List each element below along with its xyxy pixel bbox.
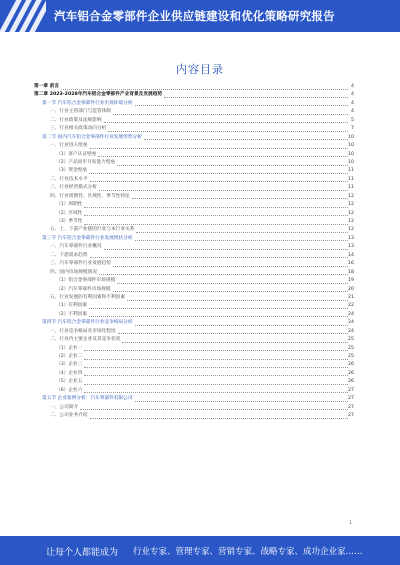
toc-entry-text: （2）汽车零部件市场规模 (56, 286, 111, 292)
toc-leader-dots (84, 392, 348, 393)
toc-entry[interactable] (34, 201, 354, 209)
toc-entry-text: 第二节 国内汽车铝合金零部件行业发展形势分析 (42, 134, 142, 140)
toc-entry[interactable] (34, 235, 354, 243)
toc-entry[interactable] (34, 302, 354, 310)
toc-entry-page: 18 (348, 269, 354, 275)
toc-entry-text: （3）季节性 (56, 219, 83, 224)
toc-entry-page: 20 (348, 286, 354, 292)
toc-entry[interactable] (34, 387, 354, 395)
toc-leader-dots (89, 173, 348, 174)
toc-entry-page: 27 (348, 404, 354, 410)
toc-entry[interactable] (34, 91, 354, 99)
toc-leader-dots (135, 240, 348, 241)
toc-entry-page: 4 (351, 109, 354, 115)
footer-slogan: 让每个人都能成为 (46, 548, 119, 558)
toc-entry-text: （6）企业六 (56, 387, 83, 393)
toc-leader-dots (84, 215, 348, 216)
toc-entry-page: 26 (348, 370, 354, 376)
toc-leader-dots (84, 375, 348, 376)
toc-entry-page: 26 (348, 362, 354, 368)
toc-entry-text: 二、行业政策及法规影响 (50, 117, 102, 123)
toc-entry-page: 25 (348, 345, 354, 351)
page-number: 1 (349, 521, 352, 526)
toc-entry-page: 13 (348, 235, 354, 241)
toc-entry-text: 二、行业内主要企业及其竞争状况 (50, 337, 121, 343)
toc-leader-dots (99, 190, 348, 191)
toc-entry[interactable] (34, 83, 354, 91)
toc-entry[interactable] (34, 269, 354, 277)
toc-entry-page: 12 (348, 193, 354, 199)
toc-entry-page: 19 (348, 278, 354, 284)
toc-entry-text: （1）周期性 (56, 202, 83, 208)
toc-entry-page: 11 (348, 185, 354, 191)
toc-heading: 内容目录 (176, 63, 224, 76)
toc-entry-text: 一、公司简介 (50, 404, 79, 410)
toc-entry-text: （1）有利因素 (56, 303, 88, 309)
toc-entry-page: 4 (351, 92, 354, 98)
toc-entry[interactable] (34, 277, 354, 285)
toc-entry-text: （3）企业三 (56, 362, 83, 368)
toc-leader-dots (104, 122, 348, 123)
toc-entry[interactable] (34, 370, 354, 378)
toc-entry-text: 三、行业相关政策动向分析 (50, 126, 107, 132)
toc-entry-text: 二、下游需求趋势 (50, 252, 88, 258)
toc-entry[interactable] (34, 286, 354, 294)
toc-entry-page: 27 (348, 413, 354, 419)
toc-entry[interactable] (34, 167, 354, 175)
toc-entry[interactable] (34, 395, 354, 403)
footer-tagline: 行业专家、管理专家、营销专家、战略专家、成功企业家…… (133, 547, 363, 557)
toc-entry-page: 11 (348, 168, 354, 174)
toc-entry-page: 14 (348, 252, 354, 258)
toc-leader-dots (113, 114, 348, 115)
toc-entry[interactable] (34, 218, 354, 226)
toc-entry-text: （1）企业一 (56, 345, 83, 351)
toc-leader-dots (84, 207, 348, 208)
toc-entry-page: 24 (348, 311, 354, 317)
toc-entry[interactable] (34, 193, 354, 201)
toc-entry[interactable] (34, 311, 354, 319)
toc-entry-page: 12 (348, 227, 354, 233)
toc-entry-page: 26 (348, 379, 354, 385)
toc-entry-text: 第五节 企业案例分析：汽车零部件有限公司 (42, 396, 133, 402)
toc-leader-dots (90, 181, 348, 182)
toc-entry[interactable] (34, 378, 354, 386)
toc-leader-dots (84, 359, 348, 360)
toc-entry-text: （1）客户认证壁垒 (56, 151, 97, 157)
header-stripe-decoration (0, 0, 46, 32)
toc-entry-page: 12 (348, 219, 354, 224)
toc-entry[interactable] (34, 117, 354, 125)
toc-entry-page: 22 (348, 303, 354, 309)
toc-entry[interactable] (34, 252, 354, 260)
toc-entry-text: 一、汽车零部件行业概况 (50, 244, 102, 250)
toc-entry-text: 四、行业周期性、区域性、季节性特征 (50, 193, 130, 199)
toc-entry-text: （3）资金壁垒 (56, 168, 88, 174)
toc-leader-dots (113, 291, 348, 292)
toc-leader-dots (117, 165, 348, 166)
toc-entry-text: （2）产品同步开发能力壁垒 (56, 159, 116, 165)
toc-entry-page: 11 (348, 176, 354, 182)
toc-leader-dots (118, 333, 348, 334)
toc-entry-page: 25 (348, 337, 354, 343)
toc-entry[interactable] (34, 412, 354, 420)
toc-entry[interactable] (34, 260, 354, 268)
toc-leader-dots (99, 274, 348, 275)
toc-entry-page: 16 (348, 261, 354, 267)
toc-leader-dots (135, 105, 348, 106)
toc-entry[interactable] (34, 142, 354, 150)
toc-entry-text: 第三节 汽车铝合金零部件行业发展现状分析 (42, 235, 133, 241)
toc-entry-page: 10 (348, 134, 354, 140)
toc-entry-text: 一、行业主管部门与监管体制 (50, 109, 111, 115)
toc-leader-dots (90, 148, 348, 149)
toc-entry-text: （2）企业二 (56, 354, 83, 359)
toc-entry[interactable] (34, 319, 354, 327)
toc-entry-page: 4 (351, 100, 354, 106)
toc-entry-text: 第一章 前言 (34, 84, 60, 89)
toc-leader-dots (84, 367, 348, 368)
toc-leader-dots (135, 401, 348, 402)
toc-entry[interactable] (34, 134, 354, 142)
toc-entry-text: 第二章 2023-2028年汽车铝合金零部件产业背景及发展趋势 (34, 92, 163, 98)
toc-entry-text: （4）企业四 (56, 370, 83, 376)
toc-entry[interactable] (34, 226, 354, 234)
toc-entry-page: 7 (351, 126, 354, 132)
toc-entry-text: 五、行业发展的有利因素和不利因素 (50, 294, 126, 300)
toc-entry[interactable] (34, 108, 354, 116)
toc-leader-dots (108, 131, 348, 132)
toc-entry-page: 24 (348, 320, 354, 326)
toc-entry-text: （1）铝合金零部件市场规模 (56, 278, 116, 284)
toc-leader-dots (164, 97, 348, 98)
toc-leader-dots (90, 257, 348, 258)
toc-leader-dots (89, 316, 348, 317)
toc-leader-dots (113, 266, 348, 267)
toc-leader-dots (98, 156, 348, 157)
toc-leader-dots (132, 198, 348, 199)
toc-entry-text: （2）不利因素 (56, 311, 88, 317)
toc-leader-dots (80, 409, 348, 410)
toc-leader-dots (144, 139, 348, 140)
toc-entry-text: 一、行业竞争格局及市场化程度 (50, 328, 116, 334)
toc-entry-page: 10 (348, 143, 354, 149)
toc-leader-dots (136, 232, 348, 233)
toc-leader-dots (122, 342, 348, 343)
toc-leader-dots (104, 249, 348, 250)
toc-leader-dots (61, 89, 348, 90)
toc-entry-text: 四、国内市场规模情况 (50, 269, 97, 275)
toc-entry-text: 二、公司业务介绍 (50, 413, 88, 419)
toc-entry-text: 五、上、下游产业链的行业与本行业关系 (50, 227, 135, 233)
toc-entry-page: 10 (348, 151, 354, 157)
toc-entry[interactable] (34, 243, 354, 251)
toc-entry-page: 4 (351, 84, 354, 89)
toc-entry[interactable] (34, 404, 354, 412)
toc-leader-dots (127, 300, 348, 301)
toc-entry-text: 第一节 汽车铝合金零部件行业宏观环境分析 (42, 100, 133, 106)
toc-entry[interactable] (34, 100, 354, 108)
toc-leader-dots (89, 308, 348, 309)
toc-entry[interactable] (34, 176, 354, 184)
toc-entry-text: （5）企业五 (56, 379, 83, 385)
toc-entry[interactable] (34, 328, 354, 336)
toc-entry[interactable] (34, 361, 354, 369)
toc-entry-text: 三、汽车零部件行业发展趋势 (50, 261, 111, 267)
toc-leader-dots (135, 325, 348, 326)
toc-entry-text: 一、行业进入壁垒 (50, 143, 88, 149)
toc-entry[interactable] (34, 210, 354, 218)
toc-entry[interactable] (34, 353, 354, 361)
toc-entry-page: 25 (348, 354, 354, 359)
toc-entry[interactable] (34, 159, 354, 167)
toc-entry-page: 27 (348, 396, 354, 402)
toc-entry[interactable] (34, 125, 354, 133)
toc-entry-text: 三、行业经营模式分析 (50, 185, 97, 191)
toc-entry-text: 第四节 汽车铝合金零部件行业竞争格局分析 (42, 320, 133, 326)
toc-entry[interactable] (34, 184, 354, 192)
toc-leader-dots (90, 418, 348, 419)
toc-entry-page: 12 (348, 210, 354, 216)
toc-entry-page: 21 (348, 294, 354, 300)
toc-entry-page: 27 (348, 387, 354, 393)
toc-entry-page: 5 (351, 117, 354, 123)
report-title: 汽车铝合金零部件企业供应链建设和优化策略研究报告 (54, 9, 335, 23)
toc-entry-page: 13 (348, 244, 354, 250)
toc-leader-dots (84, 224, 348, 225)
toc-leader-dots (117, 283, 348, 284)
toc-entry[interactable] (34, 151, 354, 159)
toc-entry-text: （2）区域性 (56, 210, 83, 216)
table-of-contents (34, 83, 354, 421)
footer-banner (0, 536, 400, 565)
toc-entry-page: 10 (348, 159, 354, 165)
toc-leader-dots (84, 350, 348, 351)
header-banner (0, 0, 400, 32)
toc-entry-text: 二、行业技术水平 (50, 176, 88, 182)
toc-entry-page: 12 (348, 202, 354, 208)
toc-entry[interactable] (34, 336, 354, 344)
toc-entry[interactable] (34, 345, 354, 353)
toc-entry[interactable] (34, 294, 354, 302)
toc-entry-page: 24 (348, 328, 354, 334)
toc-leader-dots (84, 384, 348, 385)
